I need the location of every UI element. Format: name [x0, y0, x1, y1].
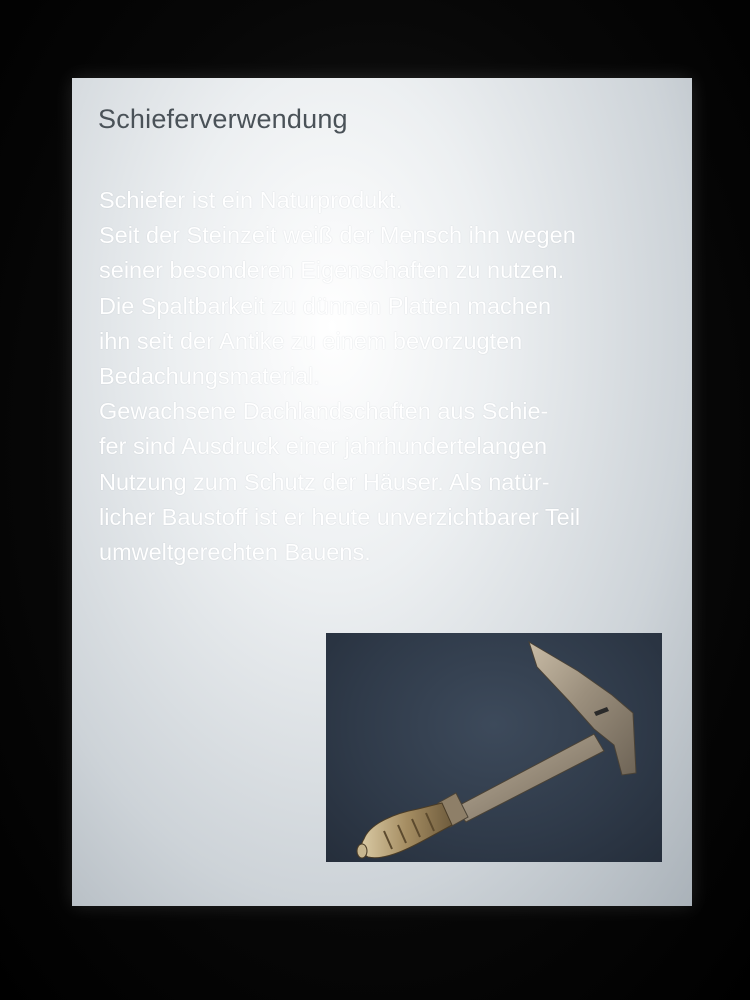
text-line: Nutzung zum Schutz der Häuser. Als natür- [99, 468, 550, 495]
text-line: umweltgerechten Bauens. [99, 539, 371, 566]
text-line: Bedachungsmaterial. [99, 363, 320, 390]
panel-body-text [99, 183, 679, 570]
hammer-photo [326, 633, 662, 862]
text-line: seiner besonderen Eigenschaften zu nutzen. [99, 257, 565, 284]
text-line: Die Spaltbarkeit zu dünnen Platten machen [99, 292, 552, 319]
text-line: Gewachsene Dachlandschaften aus Schie- [99, 398, 549, 425]
slate-hammer-icon [326, 633, 662, 862]
text-line: ihn seit der Antike zu einem bevorzugten [99, 327, 523, 354]
text-line: Seit der Steinzeit weiß der Mensch ihn wegen [99, 222, 576, 249]
panel-title: Schieferverwendung [98, 104, 348, 134]
text-line: Schiefer ist ein Naturprodukt. [99, 187, 403, 213]
text-line: fer sind Ausdruck einer jahrhundertelangen [99, 433, 548, 460]
text-line: licher Baustoff ist er heute unverzichtbarer Teil [99, 503, 581, 530]
